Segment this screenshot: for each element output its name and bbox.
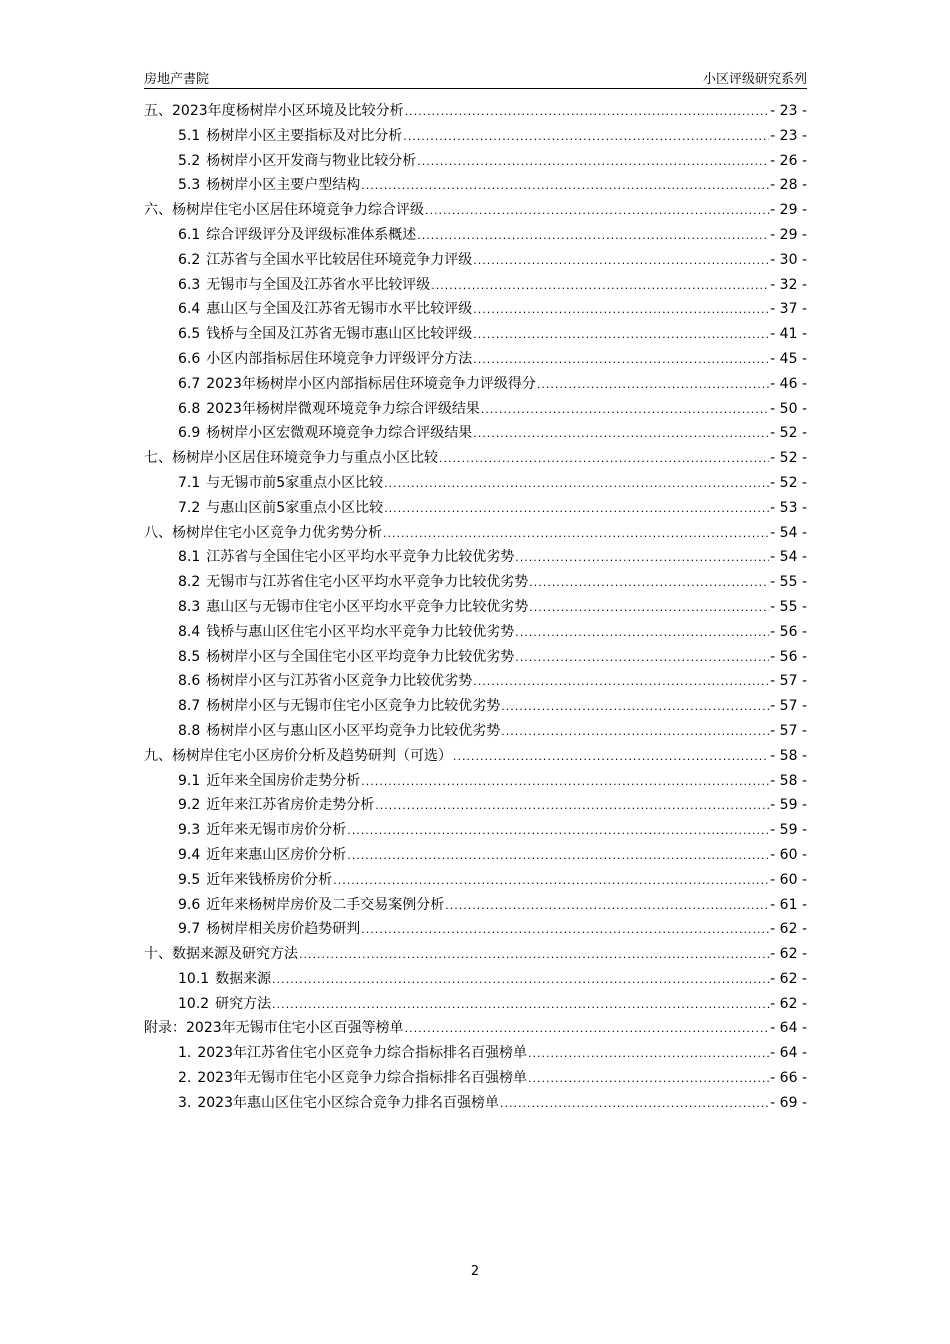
- toc-entry-number: 6.1: [178, 226, 201, 243]
- toc-entry-title: 近年来全国房价走势分析: [206, 772, 361, 789]
- toc-section-entry[interactable]: [144, 893, 807, 918]
- toc-section-entry[interactable]: [144, 694, 807, 719]
- toc-entry-title: 近年来惠山区房价分析: [206, 846, 347, 863]
- toc-dot-leader: [501, 695, 769, 720]
- header-publisher: 房地产書院: [144, 72, 210, 87]
- toc-entry-number: 七、: [144, 450, 172, 467]
- toc-section-entry[interactable]: [144, 669, 807, 694]
- toc-entry-number: 9.4: [178, 846, 201, 863]
- toc-entry-title: 杨树岸小区开发商与物业比较分析: [206, 152, 417, 169]
- toc-entry-page: - 56 -: [770, 648, 807, 665]
- toc-entry-page: - 62 -: [770, 921, 807, 938]
- toc-dot-leader: [529, 571, 769, 596]
- toc-dot-leader: [384, 472, 769, 497]
- toc-entry-number: 6.6: [178, 350, 201, 367]
- toc-entry-page: - 29 -: [770, 226, 807, 243]
- toc-chapter-entry[interactable]: [144, 1016, 807, 1041]
- toc-entry-page: - 41 -: [770, 326, 807, 343]
- toc-dot-leader: [501, 720, 769, 745]
- toc-entry-page: - 53 -: [770, 499, 807, 516]
- toc-entry-number: 6.2: [178, 251, 201, 268]
- toc-entry-page: - 62 -: [770, 946, 807, 963]
- toc-entry-page: - 55 -: [770, 574, 807, 591]
- toc-entry-number: 8.4: [178, 623, 201, 640]
- toc-section-entry[interactable]: [144, 719, 807, 744]
- toc-chapter-entry[interactable]: [144, 99, 807, 124]
- toc-dot-leader: [515, 546, 769, 571]
- toc-entry-number: 8.7: [178, 698, 201, 715]
- toc-entry-number: 7.1: [178, 474, 201, 491]
- toc-dot-leader: [528, 1042, 769, 1067]
- toc-dot-leader: [481, 398, 769, 423]
- toc-entry-page: - 52 -: [770, 425, 807, 442]
- toc-entry-title: 与无锡市前5家重点小区比较: [206, 474, 384, 491]
- toc-section-entry[interactable]: [144, 1041, 807, 1066]
- toc-entry-page: - 45 -: [770, 350, 807, 367]
- toc-dot-leader: [473, 422, 769, 447]
- toc-entry-title: 2023年江苏省住宅小区竞争力综合指标排名百强榜单: [197, 1045, 527, 1062]
- toc-entry-title: 江苏省与全国水平比较居住环境竞争力评级: [206, 251, 473, 268]
- toc-chapter-entry[interactable]: [144, 521, 807, 546]
- toc-entry-page: - 54 -: [770, 524, 807, 541]
- page-number: 2: [470, 1264, 480, 1279]
- toc-entry-page: - 57 -: [770, 673, 807, 690]
- toc-entry-title: 杨树岸小区与无锡市住宅小区竞争力比较优劣势: [206, 698, 501, 715]
- toc-entry-page: - 58 -: [770, 747, 807, 764]
- toc-dot-leader: [425, 199, 769, 224]
- toc-section-entry[interactable]: [144, 992, 807, 1017]
- toc-entry-number: 8.1: [178, 549, 201, 566]
- toc-entry-title: 杨树岸住宅小区房价分析及趋势研判（可选）: [172, 747, 452, 764]
- toc-entry-page: - 29 -: [770, 202, 807, 219]
- page-header: [144, 66, 807, 89]
- toc-dot-leader: [375, 794, 769, 819]
- toc-dot-leader: [537, 373, 769, 398]
- toc-dot-leader: [515, 621, 769, 646]
- toc-section-entry[interactable]: [144, 967, 807, 992]
- toc-entry-number: 6.9: [178, 425, 201, 442]
- toc-entry-page: - 62 -: [770, 995, 807, 1012]
- toc-section-entry[interactable]: [144, 397, 807, 422]
- toc-dot-leader: [417, 150, 769, 175]
- toc-entry-page: - 60 -: [770, 846, 807, 863]
- toc-dot-leader: [403, 125, 769, 150]
- toc-entry-title: 杨树岸住宅小区居住环境竞争力综合评级: [172, 202, 424, 219]
- toc-entry-title: 杨树岸小区与江苏省小区竞争力比较优劣势: [206, 673, 473, 690]
- toc-entry-page: - 55 -: [770, 598, 807, 615]
- toc-entry-number: 八、: [144, 524, 172, 541]
- toc-dot-leader: [453, 745, 769, 770]
- toc-section-entry[interactable]: [144, 372, 807, 397]
- toc-section-entry[interactable]: [144, 496, 807, 521]
- toc-entry-title: 钱桥与惠山区住宅小区平均水平竞争力比较优劣势: [206, 623, 515, 640]
- toc-entry-number: 5.2: [178, 152, 201, 169]
- toc-entry-title: 钱桥与全国及江苏省无锡市惠山区比较评级: [206, 326, 473, 343]
- toc-entry-number: 1.: [178, 1045, 192, 1062]
- toc-section-entry[interactable]: [144, 818, 807, 843]
- toc-entry-number: 8.5: [178, 648, 201, 665]
- toc-entry-title: 数据来源: [215, 970, 272, 987]
- toc-section-entry[interactable]: [144, 471, 807, 496]
- toc-entry-page: - 37 -: [770, 301, 807, 318]
- toc-entry-title: 与惠山区前5家重点小区比较: [206, 499, 384, 516]
- toc-entry-page: - 52 -: [770, 450, 807, 467]
- toc-entry-title: 无锡市与全国及江苏省水平比较评级: [206, 276, 431, 293]
- toc-entry-number: 九、: [144, 747, 172, 764]
- table-of-contents: [144, 99, 807, 1116]
- toc-entry-title: 2023年惠山区住宅小区综合竞争力排名百强榜单: [197, 1094, 499, 1111]
- toc-entry-page: - 66 -: [770, 1070, 807, 1087]
- toc-entry-number: 十、: [144, 946, 172, 963]
- toc-entry-number: 六、: [144, 202, 172, 219]
- toc-entry-number: 6.7: [178, 375, 201, 392]
- toc-section-entry[interactable]: [144, 620, 807, 645]
- toc-entry-title: 研究方法: [215, 995, 272, 1012]
- toc-entry-number: 9.6: [178, 896, 201, 913]
- toc-entry-title: 近年来杨树岸房价及二手交易案例分析: [206, 896, 445, 913]
- toc-entry-page: - 23 -: [770, 127, 807, 144]
- toc-dot-leader: [299, 943, 769, 968]
- toc-entry-number: 2.: [178, 1070, 192, 1087]
- toc-entry-page: - 32 -: [770, 276, 807, 293]
- toc-section-entry[interactable]: [144, 273, 807, 298]
- toc-entry-title: 综合评级评分及评级标准体系概述: [206, 226, 417, 243]
- toc-dot-leader: [528, 1067, 769, 1092]
- toc-entry-page: - 57 -: [770, 698, 807, 715]
- toc-section-entry[interactable]: [144, 595, 807, 620]
- toc-entry-number: 9.5: [178, 871, 201, 888]
- toc-entry-page: - 52 -: [770, 474, 807, 491]
- toc-dot-leader: [445, 894, 769, 919]
- toc-section-entry[interactable]: [144, 1066, 807, 1091]
- toc-dot-leader: [473, 249, 769, 274]
- toc-entry-number: 9.7: [178, 921, 201, 938]
- toc-dot-leader: [439, 447, 769, 472]
- toc-dot-leader: [361, 770, 769, 795]
- toc-section-entry[interactable]: [144, 223, 807, 248]
- toc-chapter-entry[interactable]: [144, 198, 807, 223]
- toc-dot-leader: [473, 670, 769, 695]
- toc-dot-leader: [272, 968, 769, 993]
- toc-dot-leader: [515, 646, 769, 671]
- toc-entry-title: 杨树岸小区居住环境竞争力与重点小区比较: [172, 450, 438, 467]
- toc-entry-title: 杨树岸小区与全国住宅小区平均竞争力比较优劣势: [206, 648, 515, 665]
- toc-entry-title: 近年来钱桥房价分析: [206, 871, 333, 888]
- toc-entry-page: - 46 -: [770, 375, 807, 392]
- toc-entry-title: 小区内部指标居住环境竞争力评级评分方法: [206, 350, 473, 367]
- toc-entry-page: - 50 -: [770, 400, 807, 417]
- toc-dot-leader: [417, 224, 769, 249]
- toc-chapter-entry[interactable]: [144, 446, 807, 471]
- toc-section-entry[interactable]: [144, 173, 807, 198]
- toc-entry-title: 2023年度杨树岸小区环境及比较分析: [172, 103, 404, 119]
- toc-dot-leader: [529, 596, 769, 621]
- toc-entry-page: - 61 -: [770, 896, 807, 913]
- toc-entry-page: - 23 -: [770, 103, 807, 119]
- toc-section-entry[interactable]: [144, 421, 807, 446]
- toc-entry-page: - 57 -: [770, 722, 807, 739]
- toc-section-entry[interactable]: [144, 843, 807, 868]
- toc-entry-title: 2023年无锡市住宅小区竞争力综合指标排名百强榜单: [197, 1070, 527, 1087]
- toc-entry-title: 无锡市与江苏省住宅小区平均水平竞争力比较优劣势: [206, 574, 529, 591]
- toc-entry-title: 杨树岸小区宏微观环境竞争力综合评级结果: [206, 425, 473, 442]
- toc-entry-title: 数据来源及研究方法: [172, 946, 298, 963]
- toc-entry-title: 杨树岸相关房价趋势研判: [206, 921, 361, 938]
- toc-entry-page: - 54 -: [770, 549, 807, 566]
- toc-entry-number: 6.3: [178, 276, 201, 293]
- toc-entry-number: 8.8: [178, 722, 201, 739]
- toc-chapter-entry[interactable]: [144, 744, 807, 769]
- toc-entry-number: 10.2: [178, 995, 210, 1012]
- toc-entry-title: 2023年杨树岸微观环境竞争力综合评级结果: [206, 400, 480, 417]
- toc-entry-page: - 56 -: [770, 623, 807, 640]
- toc-dot-leader: [384, 497, 769, 522]
- toc-dot-leader: [473, 323, 769, 348]
- toc-dot-leader: [333, 869, 769, 894]
- toc-section-entry[interactable]: [144, 868, 807, 893]
- toc-section-entry[interactable]: [144, 322, 807, 347]
- toc-entry-number: 6.8: [178, 400, 201, 417]
- toc-entry-number: 6.5: [178, 326, 201, 343]
- toc-entry-number: 9.1: [178, 772, 201, 789]
- toc-entry-title: 2023年杨树岸小区内部指标居住环境竞争力评级得分: [206, 375, 536, 392]
- toc-dot-leader: [347, 819, 769, 844]
- toc-section-entry[interactable]: [144, 297, 807, 322]
- toc-entry-title: 近年来无锡市房价分析: [206, 822, 347, 839]
- toc-entry-title: 2023年无锡市住宅小区百强等榜单: [186, 1020, 404, 1037]
- toc-entry-number: 9.3: [178, 822, 201, 839]
- toc-entry-title: 杨树岸小区与惠山区小区平均竞争力比较优劣势: [206, 722, 501, 739]
- toc-section-entry[interactable]: [144, 645, 807, 670]
- toc-entry-number: 5.3: [178, 177, 201, 194]
- toc-entry-page: - 64 -: [770, 1045, 807, 1062]
- toc-section-entry[interactable]: [144, 1091, 807, 1116]
- toc-entry-number: 10.1: [178, 970, 210, 987]
- toc-chapter-entry[interactable]: [144, 942, 807, 967]
- toc-entry-title: 江苏省与全国住宅小区平均水平竞争力比较优劣势: [206, 549, 515, 566]
- toc-entry-title: 杨树岸小区主要指标及对比分析: [206, 127, 403, 144]
- toc-entry-title: 惠山区与全国及江苏省无锡市水平比较评级: [206, 301, 473, 318]
- toc-entry-number: 8.2: [178, 574, 201, 591]
- header-series-title: 小区评级研究系列: [702, 72, 807, 87]
- toc-dot-leader: [361, 918, 769, 943]
- toc-entry-number: 附录：: [144, 1020, 186, 1037]
- toc-entry-page: - 30 -: [770, 251, 807, 268]
- toc-entry-page: - 69 -: [770, 1094, 807, 1111]
- toc-entry-number: 6.4: [178, 301, 201, 318]
- toc-section-entry[interactable]: [144, 124, 807, 149]
- toc-entry-page: - 64 -: [770, 1020, 807, 1037]
- toc-section-entry[interactable]: [144, 570, 807, 595]
- toc-entry-page: - 26 -: [770, 152, 807, 169]
- toc-entry-title: 近年来江苏省房价走势分析: [206, 797, 375, 814]
- toc-entry-page: - 62 -: [770, 970, 807, 987]
- toc-entry-title: 杨树岸小区主要户型结构: [206, 177, 361, 194]
- toc-entry-number: 5.1: [178, 127, 201, 144]
- toc-entry-title: 惠山区与无锡市住宅小区平均水平竞争力比较优劣势: [206, 598, 529, 615]
- toc-section-entry[interactable]: [144, 248, 807, 273]
- toc-dot-leader: [431, 274, 769, 299]
- toc-dot-leader: [473, 298, 769, 323]
- toc-entry-page: - 58 -: [770, 772, 807, 789]
- toc-section-entry[interactable]: [144, 545, 807, 570]
- toc-entry-number: 9.2: [178, 797, 201, 814]
- toc-entry-number: 8.6: [178, 673, 201, 690]
- toc-dot-leader: [347, 844, 769, 869]
- toc-dot-leader: [500, 1092, 769, 1117]
- toc-dot-leader: [361, 174, 769, 199]
- toc-entry-number: 3.: [178, 1094, 192, 1111]
- toc-entry-number: 7.2: [178, 499, 201, 516]
- toc-section-entry[interactable]: [144, 917, 807, 942]
- toc-entry-number: 8.3: [178, 598, 201, 615]
- toc-entry-page: - 59 -: [770, 822, 807, 839]
- toc-section-entry[interactable]: [144, 149, 807, 174]
- toc-dot-leader: [383, 522, 769, 547]
- toc-dot-leader: [405, 1017, 770, 1042]
- toc-entry-number: 五、: [144, 103, 172, 119]
- toc-entry-page: - 59 -: [770, 797, 807, 814]
- toc-section-entry[interactable]: [144, 793, 807, 818]
- toc-entry-page: - 60 -: [770, 871, 807, 888]
- toc-dot-leader: [405, 100, 770, 125]
- toc-entry-page: - 28 -: [770, 177, 807, 194]
- toc-section-entry[interactable]: [144, 769, 807, 794]
- toc-dot-leader: [272, 993, 769, 1018]
- toc-dot-leader: [473, 348, 769, 373]
- toc-section-entry[interactable]: [144, 347, 807, 372]
- toc-entry-title: 杨树岸住宅小区竞争力优劣势分析: [172, 524, 382, 541]
